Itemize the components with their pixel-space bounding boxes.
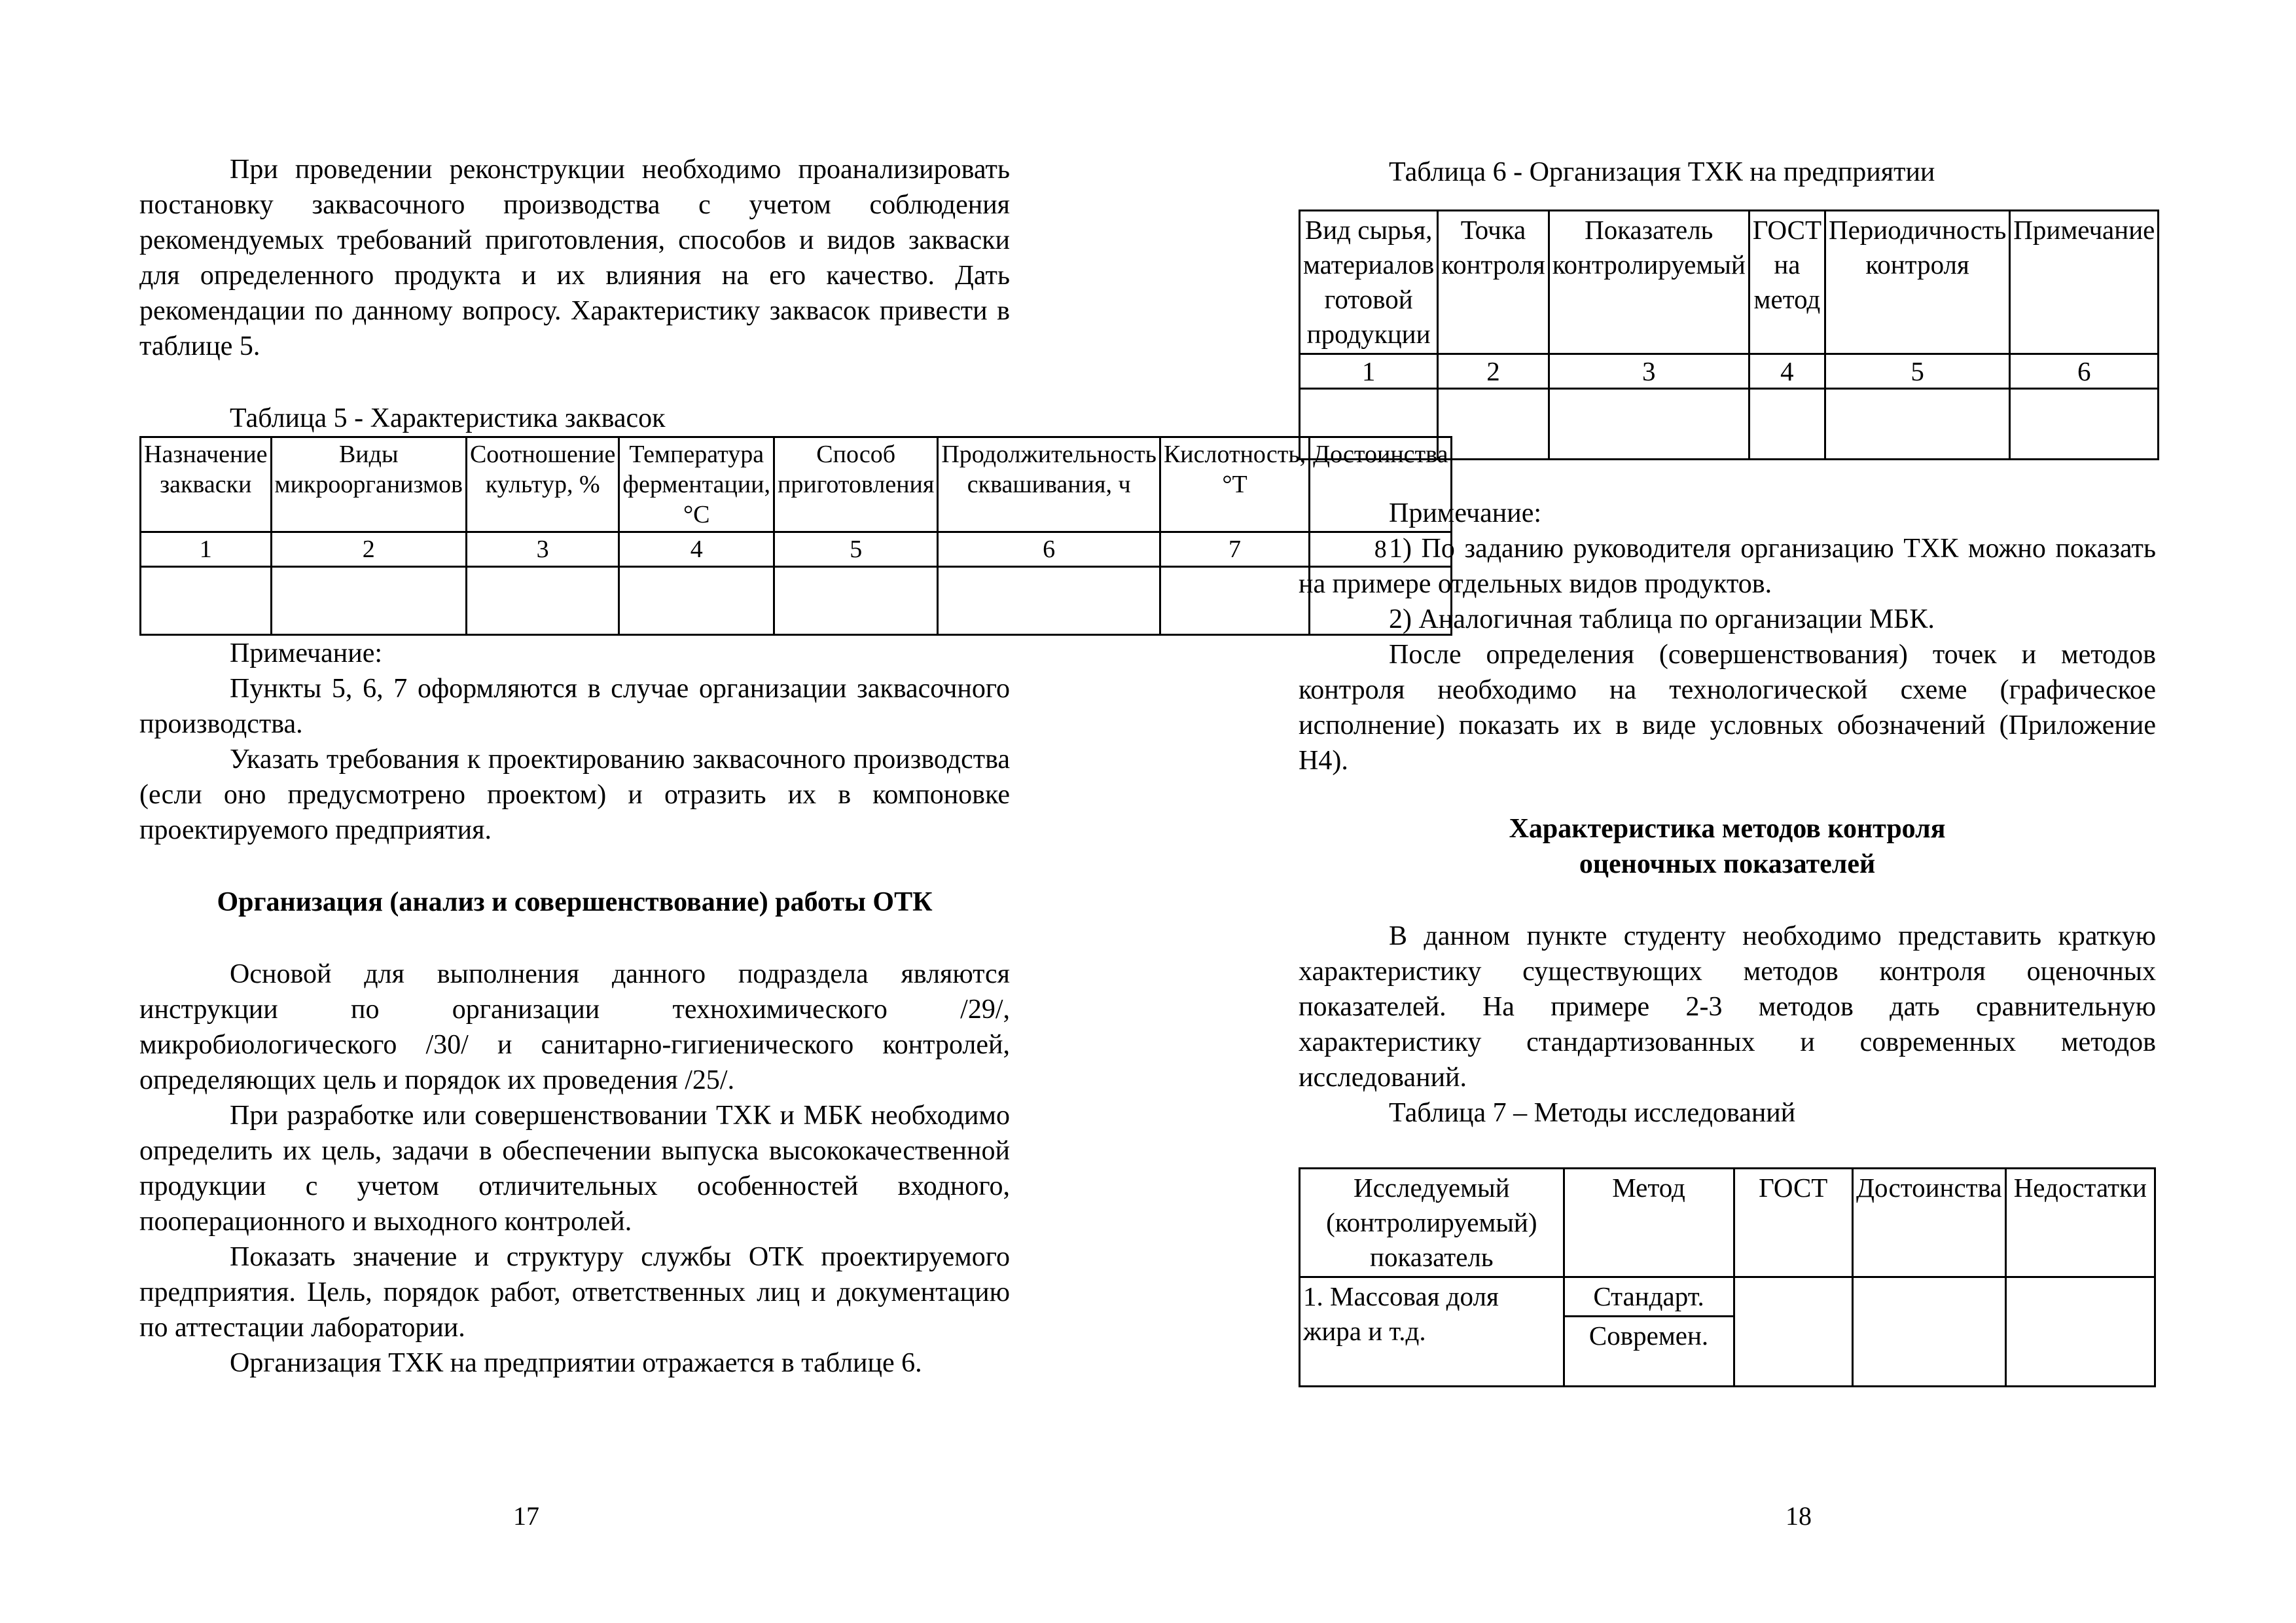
table6-number: 1 [1300, 354, 1438, 389]
page-number: 17 [513, 1501, 539, 1531]
table-6 [1299, 210, 2159, 460]
table7-row [1300, 1277, 2155, 1317]
page-18 [1148, 0, 2296, 1623]
note-text: Пункты 5, 6, 7 оформляются в случае организации заквасочного производства. [139, 674, 1010, 739]
note-1: 1) По заданию руководителя организацию ТХК можно показать на примере отдельных видов продуктов. [1299, 534, 2156, 599]
table5-caption: Таблица 5 - Характеристика заквасок [230, 403, 666, 433]
table7-header: Недостатки [2005, 1169, 2155, 1277]
section-heading-line1: Характеристика методов контроля [1509, 814, 1946, 844]
note-2: 2) Аналогичная таблица по организации МБК. [1389, 604, 1935, 634]
table5-header: Виды микроорганизмов [271, 437, 466, 532]
note-label: Примечание: [230, 638, 383, 668]
table5-header: Продолжительность сквашивания, ч [938, 437, 1160, 532]
table6-number: 5 [1825, 354, 2010, 389]
table5-header: Соотношение культур, % [466, 437, 619, 532]
paragraph-methods: В данном пункте студенту необходимо представить краткую характеристику существующих методов контроля оценочных показателей. На примере 2-3 методов дать сравнительную характеристику стандартизованных и современных методов исследований. [1299, 921, 2156, 1093]
table6-header: Периодичность контроля [1825, 211, 2010, 354]
table5-header: Назначение закваски [141, 437, 272, 532]
table5-number: 5 [774, 532, 938, 567]
table5-number: 7 [1160, 532, 1309, 567]
table6-number: 4 [1749, 354, 1825, 389]
table5-header: Способ приготовления [774, 437, 938, 532]
table6-number: 2 [1438, 354, 1549, 389]
table6-header-row [1300, 211, 2159, 354]
page-number: 18 [1785, 1501, 1812, 1531]
table7-header: Исследуемый (контролируемый) показатель [1300, 1169, 1564, 1277]
table6-header: Примечание [2010, 211, 2159, 354]
table5-number: 4 [619, 532, 774, 567]
paragraph-structure: Показать значение и структуру службы ОТК проектируемого предприятия. Цель, порядок работ, ответственных лиц и документацию по аттестации лаборатории. [139, 1242, 1010, 1343]
table6-header: Показатель контролируемый [1549, 211, 1749, 354]
table-7 [1299, 1167, 2156, 1387]
paragraph-reconstruction: При проведении реконструкции необходимо проанализировать постановку заквасочного производства с учетом соблюдения рекомендуемых требований приготовления, способов и видов закваски для определенного продукта и их влияния на его качество. Дать рекомендации по данному вопросу. Характеристику заквасок привести в таблице 5. [139, 155, 1010, 361]
section-heading-line2: оценочных показателей [1579, 849, 1876, 879]
table5-number: 2 [271, 532, 466, 567]
table5-number: 1 [141, 532, 272, 567]
paragraph-basis: Основой для выполнения данного подраздела являются инструкции по организации технохимического /29/, микробиологического /30/ и санитарно-гигиенического контролей, определяющих цель и порядок их проведения /25/. [139, 959, 1010, 1095]
table5-number: 8 [1310, 532, 1452, 567]
table6-caption: Таблица 6 - Организация ТХК на предприятии [1389, 157, 1935, 187]
paragraph-table6-ref: Организация ТХК на предприятии отражается в таблице 6. [230, 1348, 922, 1378]
table6-header: Вид сырья, материалов готовой продукции [1300, 211, 1438, 354]
table7-method-modern: Современ. [1564, 1317, 1734, 1387]
table6-header: ГОСТ на метод [1749, 211, 1825, 354]
table7-row-label: 1. Массовая доля жира и т.д. [1300, 1277, 1564, 1387]
table6-number: 3 [1549, 354, 1749, 389]
table7-header-row [1300, 1169, 2155, 1277]
section-heading-otk: Организация (анализ и совершенствование) работы ОТК [217, 887, 933, 917]
table7-header: Метод [1564, 1169, 1734, 1277]
paragraph-development: При разработке или совершенствовании ТХК и МБК необходимо определить их цель, задачи в обеспечении выпуска высококачественной продукции с учетом отличительных особенностей входного, пооперационного и выходного контролей. [139, 1101, 1010, 1237]
table6-number: 6 [2010, 354, 2159, 389]
table7-header: Достоинства [1853, 1169, 2006, 1277]
table5-header: Температура ферментации, °С [619, 437, 774, 532]
table5-number: 3 [466, 532, 619, 567]
right-column [1299, 155, 2156, 1387]
table5-number: 6 [938, 532, 1160, 567]
table5-header: Достоинства [1310, 437, 1452, 532]
paragraph-control-points: После определения (совершенствования) точек и методов контроля необходимо на технологической схеме (графическое исполнение) показать их в виде условных обозначений (Приложение Н4). [1299, 640, 2156, 776]
table7-method-standard: Стандарт. [1564, 1277, 1734, 1317]
table6-header: Точка контроля [1438, 211, 1549, 354]
table5-header: Кислотность, °Т [1160, 437, 1309, 532]
table7-header: ГОСТ [1734, 1169, 1853, 1277]
table6-number-row [1300, 354, 2159, 389]
note-label: Примечание: [1389, 498, 1542, 528]
table6-empty-row [1300, 389, 2159, 460]
paragraph-requirements: Указать требования к проектированию заквасочного производства (если оно предусмотрено проектом) и отразить их в компоновке проектируемого предприятия. [139, 744, 1010, 845]
table7-caption: Таблица 7 – Методы исследований [1389, 1098, 1796, 1128]
